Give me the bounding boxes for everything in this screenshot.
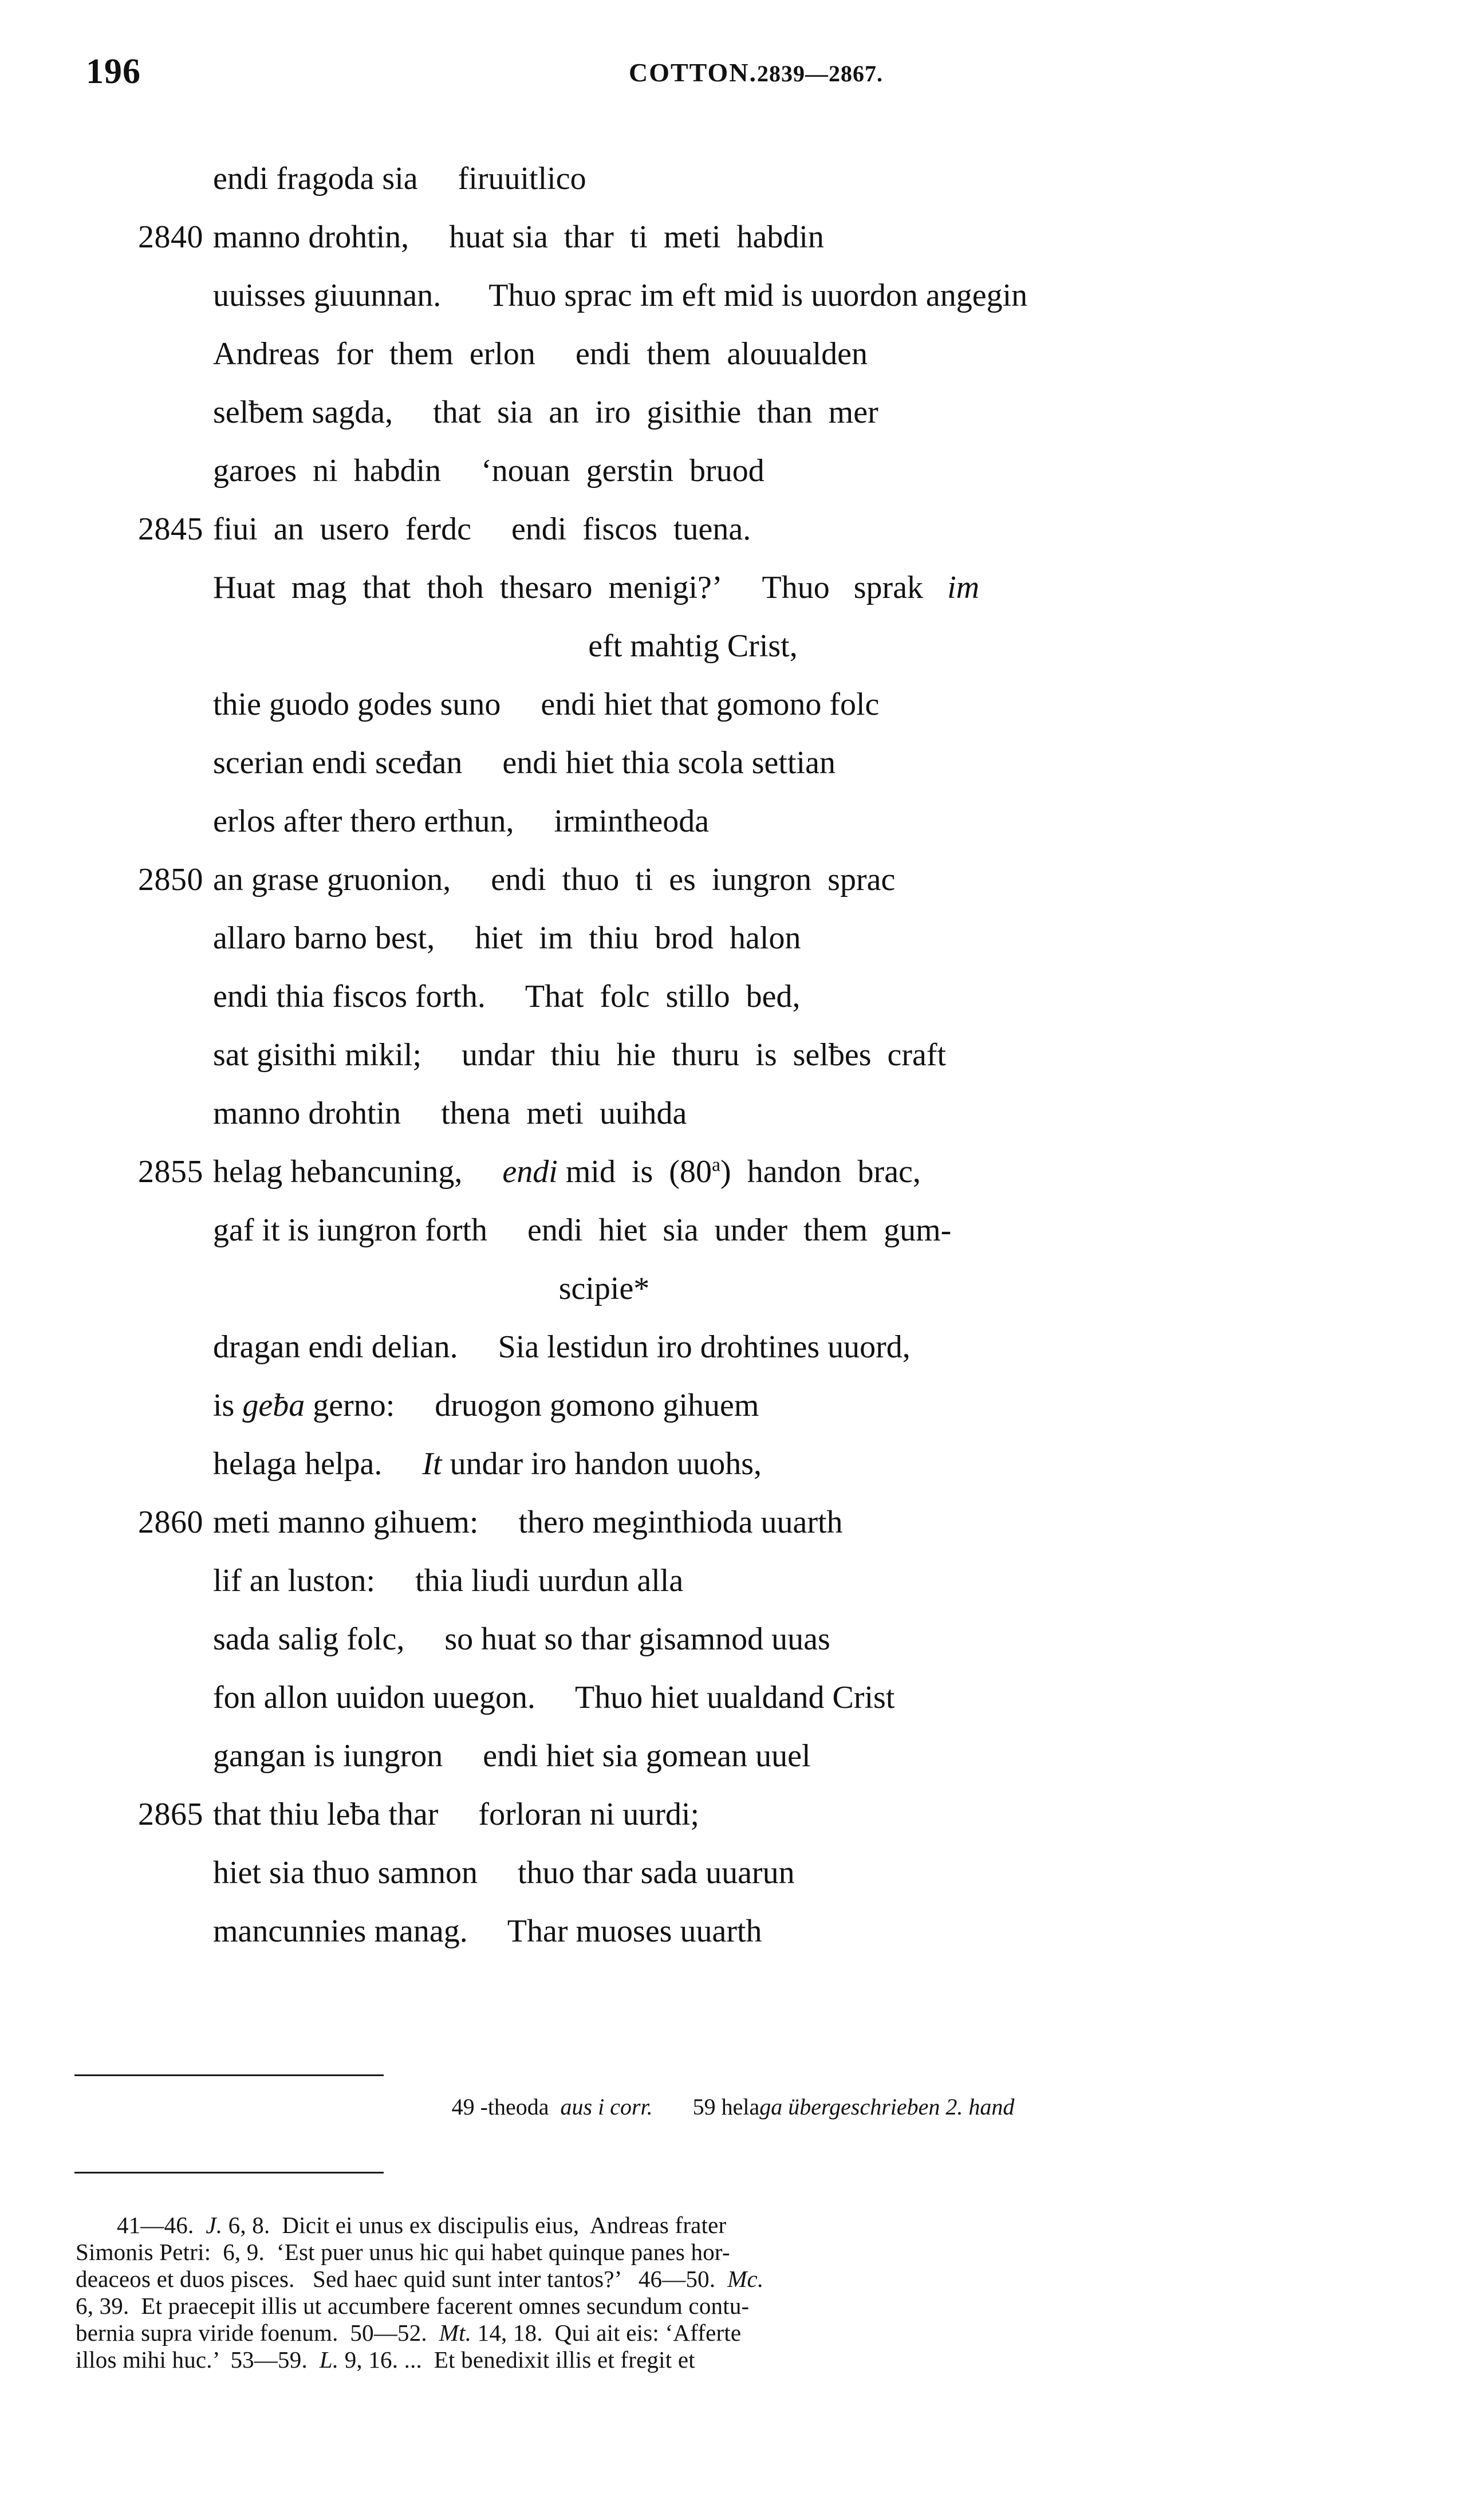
verse-line-text [213, 1153, 921, 1190]
text-run: endi hiet sia gomean uuel [483, 1738, 811, 1774]
text-run: thena meti uuihda [441, 1096, 687, 1131]
text-run: 6, 39. Et praecepit illis ut accumbere facerent omnes secundum contu- [76, 2293, 750, 2319]
text-run: 6, 8. Dicit ei unus ex discipulis eius, Andreas frater [222, 2212, 727, 2238]
verse-line [0, 1796, 1466, 1854]
text-run: meti manno gihuem: [213, 1505, 479, 1540]
text-run: Andreas for them erlon [213, 336, 535, 372]
text-run: endi hiet that gomono folc [541, 687, 880, 722]
verse-line [0, 1504, 1466, 1562]
verse-line-text [213, 686, 879, 723]
verse-body [0, 160, 1466, 1971]
verse-line [0, 219, 1466, 277]
text-run: 9, 16. ... Et benedixit illis et fregit et [338, 2346, 695, 2373]
text-run: huat sia thar ti meti habdin [449, 219, 824, 255]
verse-line-text [213, 1504, 843, 1541]
text-run: endi thia fiscos forth. [213, 979, 486, 1014]
text-run: Thar muoses uuarth [507, 1913, 762, 1949]
italic-word: im [947, 570, 980, 605]
verse-line-text [213, 1446, 762, 1482]
running-head [0, 52, 1466, 103]
verse-line [0, 277, 1466, 336]
text-run: sat gisithi mikil; [213, 1037, 422, 1073]
text-run: hiet sia thuo samnon [213, 1855, 478, 1891]
verse-line [0, 160, 1466, 219]
text-run: ) handon brac, [720, 1154, 921, 1190]
running-title [0, 57, 1466, 88]
text-run [486, 979, 525, 1014]
text-run: undar thiu hie thuru is selƀes craft [462, 1037, 947, 1073]
footnote-rule-bottom [74, 2172, 384, 2174]
text-run: irmintheoda [554, 804, 710, 839]
text-run: Thuo sprak [762, 570, 948, 605]
text-run: gangan is iungron [213, 1738, 443, 1774]
gospel-siglum: L. [319, 2346, 339, 2373]
verse-line-text [213, 978, 800, 1015]
verse-line [0, 628, 1466, 686]
text-run: fon allon uuidon uuegon. [213, 1680, 536, 1715]
text-run: hiet im thiu brod halon [475, 920, 801, 956]
verse-line-text [213, 1095, 687, 1132]
gospel-siglum: Mt. [439, 2320, 472, 2346]
verse-line [0, 394, 1466, 452]
footnote-rule-top [74, 2074, 384, 2076]
source-citation-line [76, 2321, 1393, 2348]
text-run: illos mihi huc.’ 53—59. [76, 2346, 320, 2373]
verse-line [0, 686, 1466, 745]
verse-line-text [213, 160, 586, 197]
text-run: uuisses giuunnan. [213, 278, 442, 313]
text-run [535, 1680, 575, 1715]
text-run: mid is (80 [557, 1154, 712, 1190]
text-run: sada salig folc, [213, 1621, 405, 1657]
text-run [395, 1388, 435, 1423]
text-run [409, 219, 449, 255]
apparatus-line-number: 49 [451, 2094, 480, 2120]
text-run [404, 1621, 444, 1657]
text-run: thie guodo godes suno [213, 687, 501, 722]
text-run [501, 687, 541, 722]
text-run: That folc stillo bed, [525, 979, 801, 1014]
text-run [451, 862, 491, 897]
verse-line-number: 2865 [138, 1797, 203, 1832]
text-run [471, 511, 511, 547]
verse-line [0, 511, 1466, 569]
verse-line-text [213, 1621, 830, 1657]
text-run [435, 920, 475, 956]
source-citation-line [76, 2267, 1393, 2294]
text-run: lif an luston: [213, 1563, 376, 1598]
text-run: 14, 18. Qui ait eis: ‘Afferte [471, 2320, 742, 2346]
text-run: mancunnies manag. [213, 1913, 468, 1949]
verse-line [0, 1270, 1466, 1329]
text-run [468, 1913, 507, 1949]
text-run [478, 1505, 518, 1540]
text-run: endi thuo ti es iungron sprac [491, 862, 896, 897]
text-run: manno drohtin, [213, 219, 409, 255]
text-run: is [213, 1388, 243, 1423]
apparatus-entry [693, 2094, 1015, 2120]
text-run [441, 453, 481, 489]
text-run: manno drohtin [213, 1096, 401, 1131]
text-run: selƀem sagda, [213, 395, 393, 430]
text-run: gaf it is iungron forth [213, 1212, 488, 1248]
text-run: Thuo hiet uualdand Crist [575, 1680, 895, 1715]
italic-word: geƀa [242, 1388, 305, 1423]
running-title-work: COTTON. [628, 58, 758, 87]
source-citations [76, 2214, 1393, 2375]
verse-line-text [213, 219, 824, 255]
verse-line-text [213, 511, 751, 548]
verse-line-text [213, 1329, 911, 1365]
text-run: forloran ni uurdi; [478, 1797, 700, 1832]
text-run: deaceos et duos pisces. Sed haec quid sunt inter tantos?’ 46—50. [76, 2266, 728, 2292]
verse-line [0, 1212, 1466, 1270]
apparatus-note: übergeschrieben 2. hand [788, 2094, 1015, 2120]
text-run: scipie* [558, 1271, 650, 1306]
verse-line-text [213, 1738, 811, 1774]
text-run: ‘nouan gerstin bruod [481, 453, 764, 489]
text-run: an grase gruonion, [213, 862, 451, 897]
text-run [723, 570, 762, 605]
source-citation-line [76, 2294, 1393, 2321]
verse-line-text [213, 861, 895, 898]
italic-word: endi [502, 1154, 558, 1190]
text-run [514, 804, 554, 839]
verse-line-text [213, 920, 801, 956]
text-run: helaga helpa. [213, 1446, 383, 1482]
verse-line [0, 745, 1466, 803]
text-run: erlos after thero erthun, [213, 804, 514, 839]
text-run: endi fiscos tuena. [511, 511, 751, 547]
text-run: Thuo sprac im eft mid is uuordon angegin [488, 278, 1028, 313]
text-run: Sia lestidun iro drohtines uuord, [498, 1329, 911, 1365]
apparatus-lemma: hela [721, 2094, 760, 2120]
apparatus-lemma-italic: ga [759, 2094, 783, 2120]
text-run [462, 1154, 502, 1190]
page-number: 196 [86, 52, 141, 91]
verse-line [0, 803, 1466, 861]
apparatus-line-number: 59 [692, 2094, 722, 2120]
verse-line [0, 1329, 1466, 1387]
verse-line-text [213, 1796, 699, 1833]
verse-line-text [0, 628, 1386, 664]
verse-line-text [213, 277, 1027, 314]
verse-line-text [213, 569, 979, 606]
verse-line-text [213, 1854, 795, 1891]
verse-line-number: 2855 [138, 1154, 203, 1190]
verse-line-text [213, 1679, 894, 1716]
superscript-marker: a [711, 1154, 721, 1176]
text-run [782, 2094, 788, 2120]
gospel-siglum: Mc. [727, 2266, 764, 2292]
verse-line [0, 1095, 1466, 1153]
verse-line [0, 336, 1466, 394]
text-run [443, 1738, 483, 1774]
text-run [421, 1037, 462, 1073]
verse-line-text [213, 745, 836, 781]
italic-word: It [422, 1446, 442, 1482]
apparatus-entry [452, 2094, 653, 2120]
text-run [487, 1212, 527, 1248]
text-run: scerian endi sceđan [213, 745, 463, 781]
text-run: dragan endi delian. [213, 1329, 458, 1365]
verse-line-text [0, 1270, 1208, 1307]
verse-line-text [213, 452, 764, 489]
source-citation-line [76, 2348, 1393, 2375]
text-run: thia liudi uurdun alla [415, 1563, 684, 1598]
verse-line [0, 920, 1466, 978]
verse-line [0, 1679, 1466, 1738]
verse-line [0, 1446, 1466, 1504]
text-run: eft mahtig Crist, [588, 628, 798, 664]
text-run [458, 1329, 498, 1365]
text-run: so huat so thar gisamnod uuas [444, 1621, 830, 1657]
verse-line [0, 569, 1466, 628]
verse-line-text [213, 394, 878, 431]
verse-line-text [213, 1212, 951, 1249]
verse-line [0, 1387, 1466, 1446]
source-citation-line [76, 2241, 1393, 2267]
verse-line-number: 2840 [138, 219, 203, 255]
verse-line-text [213, 1387, 759, 1424]
text-run: bernia supra viride foenum. 50—52. [76, 2320, 439, 2346]
verse-line [0, 452, 1466, 511]
verse-line-number: 2860 [138, 1505, 203, 1540]
verse-line-text [213, 336, 868, 372]
text-run: thero meginthioda uuarth [518, 1505, 843, 1540]
verse-line [0, 861, 1466, 920]
text-run: Simonis Petri: 6, 9. ‘Est puer unus hic qui habet quinque panes hor- [76, 2239, 730, 2265]
text-run: allaro barno best, [213, 920, 435, 956]
verse-line [0, 1913, 1466, 1971]
text-run: that sia an iro gisithie than mer [433, 395, 878, 430]
text-run: garoes ni habdin [213, 453, 442, 489]
text-run: undar iro handon uuohs, [442, 1446, 762, 1482]
source-citation-line [76, 2214, 1393, 2241]
text-run [462, 745, 502, 781]
verse-line-number: 2845 [138, 511, 203, 547]
running-title-range: 2839—2867. [757, 61, 884, 86]
text-run: that thiu leƀa thar [213, 1797, 439, 1832]
text-run [418, 161, 458, 196]
text-run: endi fragoda sia [213, 161, 418, 196]
verse-line [0, 1562, 1466, 1621]
text-run: firuuitlico [458, 161, 586, 196]
text-run: druogon gomono gihuem [435, 1388, 759, 1423]
text-run: Huat mag that thoh thesaro menigi?’ [213, 570, 723, 605]
apparatus-criticus [0, 2093, 1466, 2120]
verse-line [0, 1738, 1466, 1796]
apparatus-note: aus i corr. [560, 2094, 653, 2120]
verse-line [0, 1621, 1466, 1679]
text-run: endi hiet thia scola settian [502, 745, 836, 781]
verse-line [0, 978, 1466, 1037]
verse-line-text [213, 1562, 683, 1599]
apparatus-lemma: -theoda [480, 2094, 555, 2120]
verse-line-text [213, 1037, 946, 1073]
text-run [393, 395, 433, 430]
verse-line-text [213, 803, 709, 840]
text-run [555, 2094, 561, 2120]
verse-line-number: 2850 [138, 862, 203, 897]
text-run: 41—46. [117, 2212, 206, 2238]
text-run: helag hebancuning, [213, 1154, 463, 1190]
gospel-siglum: J. [206, 2212, 223, 2238]
text-run [441, 278, 488, 313]
text-run [401, 1096, 441, 1131]
verse-line [0, 1153, 1466, 1212]
text-run: fiui an usero ferdc [213, 511, 471, 547]
text-run: endi hiet sia under them gum- [527, 1212, 952, 1248]
text-run: endi them alouualden [575, 336, 868, 372]
text-run: gerno: [305, 1388, 395, 1423]
verse-line [0, 1037, 1466, 1095]
text-run: thuo thar sada uuarun [517, 1855, 795, 1891]
verse-line [0, 1854, 1466, 1913]
text-run [438, 1797, 478, 1832]
text-run [382, 1446, 422, 1482]
text-run [478, 1855, 518, 1891]
text-run [375, 1563, 415, 1598]
text-run [535, 336, 576, 372]
verse-line-text [213, 1913, 762, 1950]
